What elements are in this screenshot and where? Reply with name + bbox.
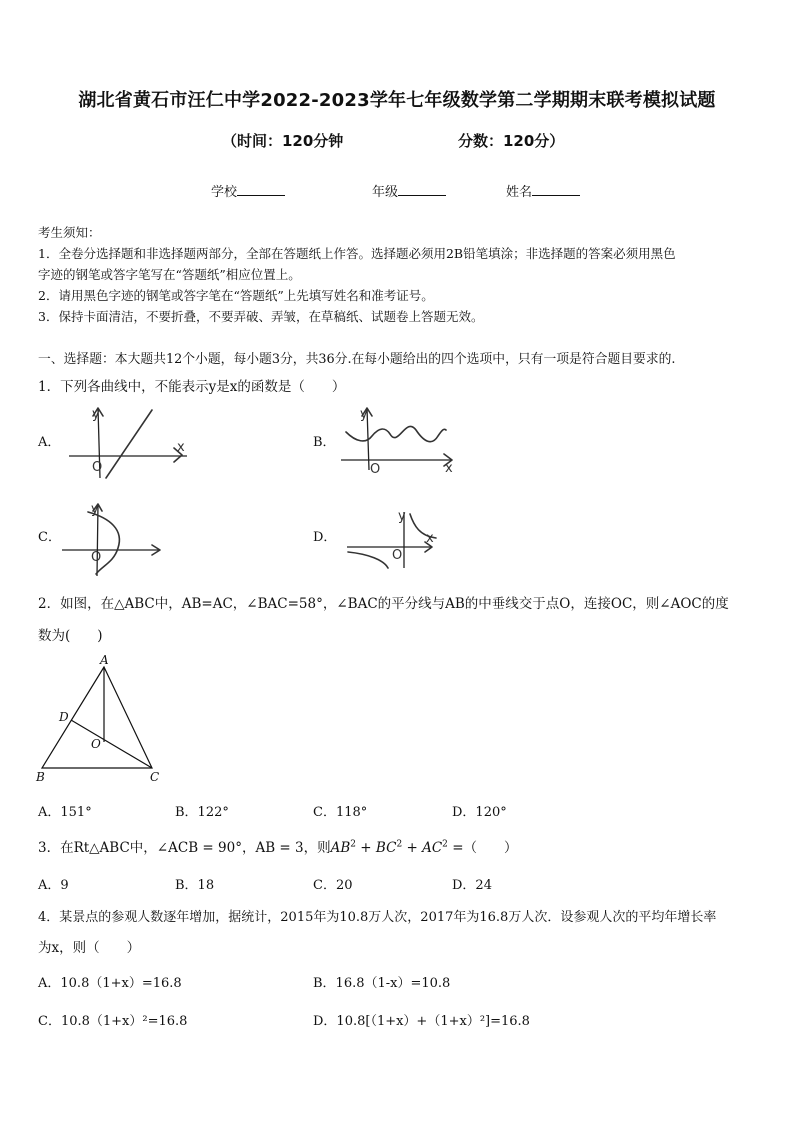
note-line: 字迹的钢笔或答字笔写在“答题纸”相应位置上。 bbox=[38, 267, 301, 282]
q4-option-b: B．16.8（1-x）=10.8 bbox=[313, 976, 451, 991]
y-axis-label: y bbox=[91, 502, 99, 517]
question-4-stem-cont: 为x，则（ ） bbox=[38, 940, 141, 956]
question-2-stem: 2．如图，在△ABC中，AB=AC，∠BAC=58°，∠BAC的平分线与AB的中垂线交于点O，连接OC，则∠AOC的度 bbox=[38, 596, 729, 612]
y-axis-label: y bbox=[360, 407, 368, 422]
graph-c bbox=[60, 500, 170, 578]
option-c-label: C． bbox=[38, 530, 61, 545]
q2-option-a: A．151° bbox=[38, 805, 92, 820]
q3-stem-prefix: 3．在Rt△ABC中，∠ACB = 90°，AB = 3，则 bbox=[38, 840, 331, 856]
q3-option-d: D．24 bbox=[452, 878, 492, 893]
page-title: 湖北省黄石市汪仁中学2022-2023学年七年级数学第二学期期末联考模拟试题 bbox=[78, 90, 716, 111]
point-a: A bbox=[100, 653, 109, 667]
exam-time: （时间：120分钟 bbox=[222, 132, 344, 150]
question-4-stem: 4．某景点的参观人数逐年增加，据统计，2015年为10.8万人次，2017年为16.8万人次．设参观人次的平均年增长率 bbox=[38, 910, 717, 925]
q2-option-c: C．118° bbox=[313, 805, 368, 820]
q2-option-d: D．120° bbox=[452, 805, 507, 820]
question-1-stem: 1．下列各曲线中，不能表示y是x的函数是（ ） bbox=[38, 379, 346, 395]
point-b: B bbox=[36, 770, 45, 784]
note-line: 2．请用黑色字迹的钢笔或答字笔在“答题纸”上先填写姓名和准考证号。 bbox=[38, 288, 434, 303]
question-2-stem-cont: 数为( ) bbox=[38, 628, 103, 644]
origin-label: O bbox=[91, 550, 102, 565]
school-field bbox=[211, 181, 285, 200]
name-label: 姓名 bbox=[506, 185, 533, 200]
school-blank bbox=[237, 183, 285, 196]
option-d-label: D． bbox=[313, 530, 337, 545]
note-line: 1．全卷分选择题和非选择题两部分，全部在答题纸上作答。选择题必须用2B铅笔填涂；非选择题的答案必须用黑色 bbox=[38, 246, 676, 261]
q4-option-d: D．10.8[（1+x）+（1+x）²]=16.8 bbox=[313, 1014, 530, 1029]
notes-heading: 考生须知： bbox=[38, 225, 101, 240]
name-blank bbox=[532, 183, 580, 196]
q3-formula: $AB^2 + BC^2 + AC^2$ bbox=[330, 839, 448, 856]
grade-field bbox=[372, 181, 446, 200]
q4-option-c: C．10.8（1+x）²=16.8 bbox=[38, 1014, 188, 1029]
note-line: 3．保持卡面清洁，不要折叠，不要弄破、弄皱，在草稿纸、试题卷上答题无效。 bbox=[38, 309, 484, 324]
grade-blank bbox=[398, 183, 446, 196]
origin-label: O bbox=[392, 548, 403, 563]
option-a-label: A． bbox=[38, 435, 61, 450]
origin-label: O bbox=[370, 462, 381, 477]
grade-label: 年级 bbox=[372, 185, 399, 200]
point-d: D bbox=[59, 710, 69, 724]
point-o: O bbox=[91, 737, 101, 751]
x-axis-label: x bbox=[445, 461, 453, 476]
q3-option-c: C．20 bbox=[313, 878, 353, 893]
y-axis-label: y bbox=[398, 509, 406, 524]
q2-option-b: B．122° bbox=[175, 805, 229, 820]
x-axis-label: x bbox=[177, 440, 185, 455]
point-c: C bbox=[150, 770, 160, 784]
origin-label: O bbox=[92, 460, 103, 475]
q3-stem-suffix: =（ ） bbox=[452, 840, 518, 856]
exam-score: 分数：120分） bbox=[458, 132, 565, 150]
graph-a bbox=[64, 404, 194, 482]
school-label: 学校 bbox=[211, 185, 238, 200]
option-b-label: B． bbox=[313, 435, 336, 450]
name-field bbox=[506, 181, 580, 200]
q3-option-a: A．9 bbox=[38, 878, 69, 893]
section-heading: 一、选择题：本大题共12个小题，每小题3分，共36分.在每小题给出的四个选项中，只有一项是符合题目要求的. bbox=[38, 352, 676, 367]
y-axis-label: y bbox=[92, 407, 100, 422]
q4-option-a: A．10.8（1+x）=16.8 bbox=[38, 976, 182, 991]
graph-d bbox=[344, 508, 440, 572]
x-axis-label: x bbox=[426, 531, 434, 546]
q3-option-b: B．18 bbox=[175, 878, 215, 893]
graph-b bbox=[338, 402, 458, 477]
triangle-figure bbox=[34, 654, 174, 784]
question-3-stem bbox=[38, 836, 518, 856]
